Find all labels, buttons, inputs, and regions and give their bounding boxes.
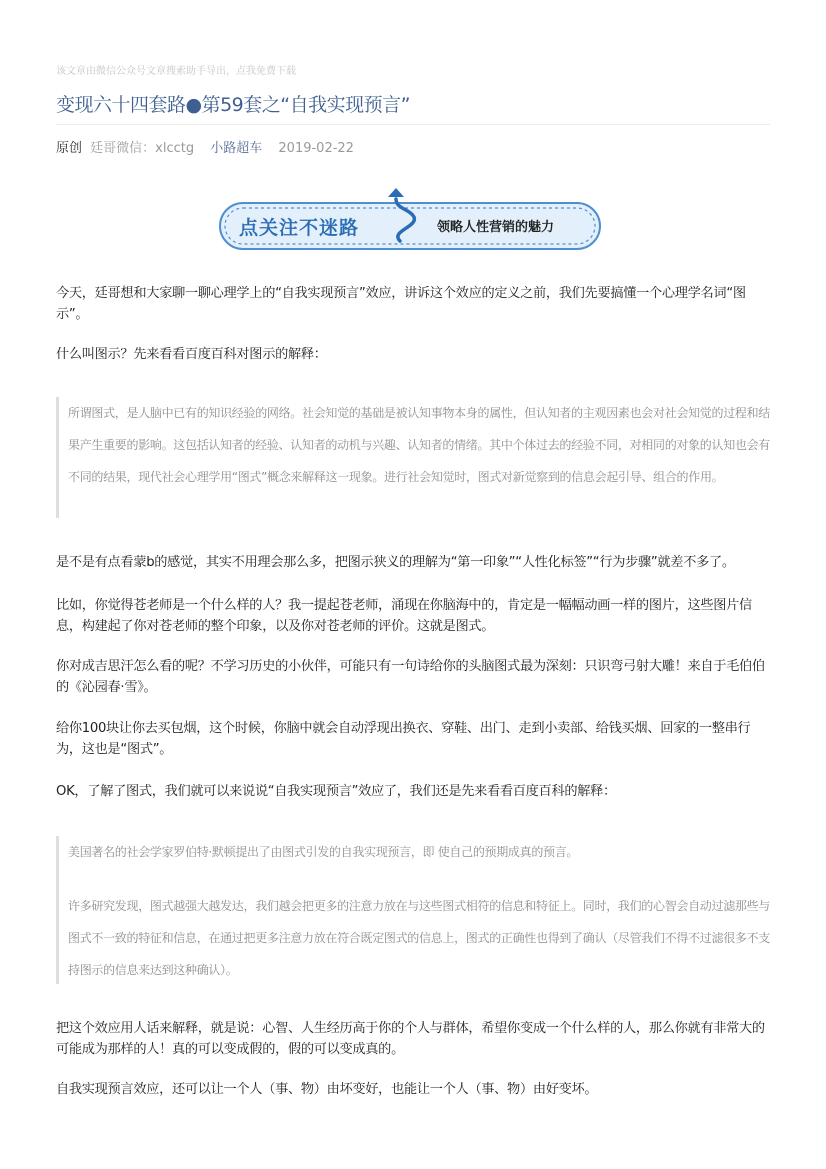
paragraph-example-cigarettes: 给你100块让你去买包烟，这个时候，你脑中就会自动浮现出换衣、穿鞋、出门、走到小卖部、给钱买烟、回家的一整串行为，这也是“图式”。 <box>56 721 751 757</box>
banner-left-text: 点关注不迷路 <box>239 217 360 239</box>
original-tag: 原创 <box>56 141 83 156</box>
quote-text-2: 许多研究发现，图式越强大越发达，我们越会把更多的注意力放在与这些图式相符的信息和特征上。同时，我们的心智会自动过滤那些与图式不一致的特征和信息，在通过把更多注意力放在符合既定图式的信息上，图式的正确性也得到了确认（尽管我们不得不过滤很多不支持图示的信息来达到这种确认）。 <box>68 899 771 977</box>
paragraph-explanation: 是不是有点看蒙b的感觉，其实不用理会那么多，把图示狭义的理解为“第一印象”“人性化标签”“行为步骤”就差不多了。 <box>56 555 735 570</box>
paragraph-transition: OK，了解了图式，我们就可以来说说“自我实现预言”效应了，我们还是先来看看百度百科的解释： <box>56 784 616 799</box>
blockquote-schema-definition <box>56 397 770 518</box>
author-name: 廷哥微信：xlcctg <box>90 141 195 156</box>
paragraph-example-teacher: 比如，你觉得苍老师是一个什么样的人？我一提起苍老师，涌现在你脑海中的，肯定是一幅幅动画一样的图片，这些图片信息，构建起了你对苍老师的整个印象，以及你对苍老师的评价。这就是图式。 <box>56 598 752 634</box>
article-meta <box>56 140 354 158</box>
quote-text: 所谓图式，是人脑中已有的知识经验的网络。社会知觉的基础是被认知事物本身的属性，但认知者的主观因素也会对社会知觉的过程和结果产生重要的影响。这包括认知者的经验、认知者的动机与兴趣、认知者的情绪。其中个体过去的经验不同，对相同的对象的认知也会有不同的结果，现代社会心理学用“图式”概念来解释这一现象。进行社会知觉时，图式对新觉察到的信息会起引导、组合的作用。 <box>68 406 771 484</box>
quote-text-1: 美国著名的社会学家罗伯特·默顿提出了由图式引发的自我实现预言，即 使自己的预期成真的预言。 <box>68 845 579 859</box>
account-link[interactable]: 小路超车 <box>210 141 263 156</box>
follow-banner <box>218 185 604 255</box>
publish-date: 2019-02-22 <box>278 141 354 156</box>
export-note-link[interactable]: 该文章由微信公众号文章搜索助手导出，点我免费下载 <box>56 66 296 77</box>
banner-right-text: 领略人性营销的魅力 <box>437 220 555 235</box>
paragraph-plain-explanation: 把这个效应用人话来解释，就是说：心智、人生经历高于你的个人与群体，希望你变成一个什么样的人，那么你就有非常大的可能成为那样的人！真的可以变成假的，假的可以变成真的。 <box>56 1021 765 1057</box>
paragraph-conclusion: 自我实现预言效应，还可以让一个人（事、物）由坏变好，也能让一个人（事、物）由好变坏。 <box>56 1082 598 1097</box>
paragraph-intro: 今天，廷哥想和大家聊一聊心理学上的“自我实现预言”效应，讲诉这个效应的定义之前，我们先要搞懂一个心理学名词“图示”。 <box>56 286 746 322</box>
article-title: 变现六十四套路●第59套之“自我实现预言” <box>56 94 410 116</box>
paragraph-question: 什么叫图示？先来看看百度百科对图示的解释： <box>56 347 327 362</box>
blockquote-prophecy-definition <box>56 836 770 984</box>
paragraph-example-genghis: 你对成吉思汗怎么看的呢？不学习历史的小伙伴，可能只有一句诗给你的头脑图式最为深刻：只识弯弓射大雕！来自于毛伯伯的《沁园春·雪》。 <box>56 659 765 695</box>
title-divider <box>56 124 770 125</box>
